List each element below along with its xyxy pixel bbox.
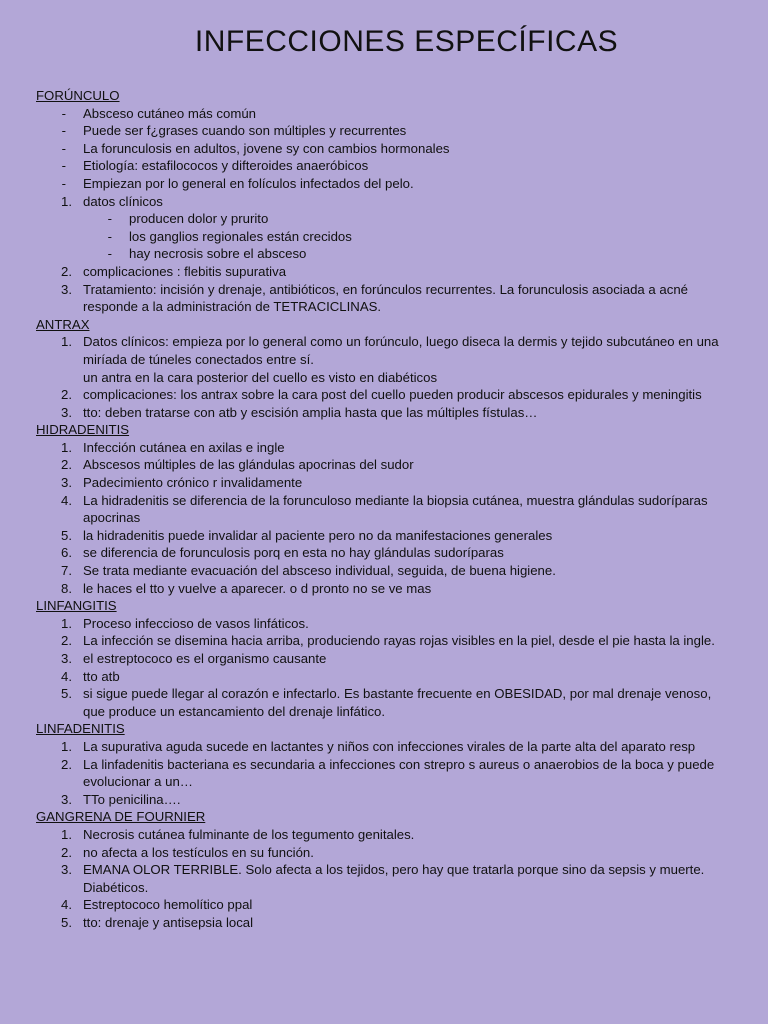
list-item: [36, 896, 736, 914]
list-item: [36, 861, 736, 896]
list-marker: 1.: [61, 193, 72, 209]
list-item-text: Empiezan por lo general en folículos infectados del pelo.: [83, 175, 414, 191]
list-item: [36, 615, 736, 633]
list-marker: 3.: [61, 791, 72, 807]
list-marker: 3.: [61, 475, 72, 491]
list-item: [36, 245, 736, 263]
list-item: [36, 439, 736, 457]
list-item: [36, 281, 736, 316]
list-marker: 3.: [61, 862, 72, 878]
list-marker: 2.: [61, 387, 72, 403]
list-item-text: un antra en la cara posterior del cuello es visto en diabéticos: [83, 369, 438, 385]
list-item: [36, 738, 736, 756]
list-marker: 8.: [61, 580, 72, 596]
list-item: [36, 668, 736, 686]
list-marker: 3.: [61, 651, 72, 666]
list-marker: 5.: [61, 527, 72, 543]
section-heading: ANTRAX: [36, 316, 90, 332]
list-item-text: La supurativa aguda sucede en lactantes y niños con infecciones virales de la parte alta del aparato resp: [83, 738, 696, 754]
list-item: [36, 193, 736, 211]
list-item: [36, 650, 736, 668]
list-item-text: si sigue puede llegar al corazón e infectarlo. Es bastante frecuente en OBESIDAD, por mal drenaje venoso, que produce un estancamiento del drenaje linfático.: [83, 686, 712, 719]
list-item-text: complicaciones : flebitis supurativa: [83, 263, 287, 279]
document-body: [36, 87, 736, 932]
list-marker: 2.: [61, 263, 72, 279]
list-item: [36, 562, 736, 580]
list-marker: 4.: [61, 668, 72, 684]
list-item-text: tto: deben tratarse con atb y escisión amplia hasta que las múltiples fístulas…: [83, 404, 538, 420]
list-item-text: complicaciones: los antrax sobre la cara post del cuello pueden producir abscesos epidurales y meningitis: [83, 387, 702, 403]
section-heading: HIDRADENITIS: [36, 422, 130, 438]
list-item-text: no afecta a los testículos en su función.: [83, 844, 314, 860]
list-item-text: el estreptococo es el organismo causante: [83, 651, 327, 666]
list-marker: 1.: [61, 615, 72, 631]
list-item-text: Padecimiento crónico r invalidamente: [83, 475, 303, 491]
list-item: [36, 685, 736, 720]
list-marker: 1.: [61, 826, 72, 842]
list-marker: 2.: [61, 844, 72, 860]
list-item-text: EMANA OLOR TERRIBLE. Solo afecta a los tejidos, pero hay que tratarla porque sino da sepsis y muerte. Diabéticos.: [83, 862, 705, 895]
list-item-text: Tratamiento: incisión y drenaje, antibióticos, en forúnculos recurrentes. La forunculosis asociada a acné responde a la administración de TETRACICLINAS.: [83, 281, 689, 315]
list-item: [36, 369, 736, 387]
list-item-text: los ganglios regionales están crecidos: [129, 228, 352, 244]
list-item-text: Se trata mediante evacuación del absceso individual, seguida, de buena higiene.: [83, 563, 556, 579]
list-item: [36, 914, 736, 932]
list-item: [36, 756, 736, 791]
list-item-text: la hidradenitis puede invalidar al paciente pero no da manifestaciones generales: [83, 527, 553, 543]
list-item-text: La hidradenitis se diferencia de la forunculoso mediante la biopsia cutánea, muestra glándulas sudoríparas apocrinas: [83, 492, 708, 526]
list-item: [36, 632, 736, 650]
list-marker: -: [107, 246, 112, 262]
list-item-text: Etiología: estafilococos y difteroides anaeróbicos: [83, 158, 369, 174]
list-marker: -: [61, 105, 66, 121]
list-marker: -: [61, 140, 66, 156]
list-item-text: Datos clínicos: empieza por lo general como un forúnculo, luego diseca la dermis y tejido subcutáneo en una miríada de túneles conectados entre sí.: [83, 334, 719, 367]
section-heading: LINFANGITIS: [36, 598, 117, 614]
list-marker: -: [61, 175, 66, 191]
list-marker: 1.: [61, 738, 72, 754]
list-item: [36, 492, 736, 527]
list-marker: -: [107, 211, 112, 227]
list-marker: 1.: [61, 439, 72, 455]
list-marker: 2.: [61, 756, 72, 772]
list-item-text: Infección cutánea en axilas e ingle: [83, 439, 285, 455]
list-item-text: datos clínicos: [83, 193, 163, 209]
list-item: [36, 333, 736, 368]
list-item: [36, 580, 736, 598]
list-item: [36, 175, 736, 193]
list-marker: 6.: [61, 545, 72, 561]
list-item-text: Absceso cutáneo más común: [83, 105, 256, 121]
list-item: [36, 404, 736, 422]
list-item: [36, 386, 736, 404]
list-marker: -: [61, 158, 66, 174]
list-marker: 5.: [61, 686, 72, 702]
list-item-text: Abscesos múltiples de las glándulas apocrinas del sudor: [83, 457, 414, 473]
list-item: [36, 826, 736, 844]
list-item-text: TTo penicilina….: [83, 791, 181, 807]
list-item: [36, 228, 736, 246]
list-marker: 5.: [61, 914, 72, 930]
list-item: [36, 791, 736, 809]
list-item-text: La forunculosis en adultos, jovene sy con cambios hormonales: [83, 140, 450, 156]
list-item-text: tto: drenaje y antisepsia local: [83, 914, 254, 930]
list-item-text: Puede ser f¿grases cuando son múltiples y recurrentes: [83, 123, 407, 139]
list-item: [36, 474, 736, 492]
section-heading: LINFADENITIS: [36, 721, 125, 737]
list-item: [36, 263, 736, 281]
list-item: [36, 122, 736, 140]
list-marker: 3.: [61, 281, 72, 297]
list-marker: 2.: [61, 633, 72, 649]
page-title: INFECCIONES ESPECÍFICAS: [194, 25, 619, 58]
list-item-text: le haces el tto y vuelve a aparecer. o d pronto no se ve mas: [83, 580, 432, 596]
list-item: [36, 844, 736, 862]
list-marker: 2.: [61, 457, 72, 473]
list-item: [36, 210, 736, 228]
list-marker: -: [107, 228, 112, 244]
list-item-text: Estreptococo hemolítico ppal: [83, 897, 253, 913]
list-item-text: Proceso infeccioso de vasos linfáticos.: [83, 615, 309, 631]
list-item: [36, 140, 736, 158]
list-marker: 4.: [61, 897, 72, 913]
list-item: [36, 157, 736, 175]
list-item-text: tto atb: [83, 668, 120, 684]
list-marker: 7.: [61, 563, 72, 579]
list-item-text: Necrosis cutánea fulminante de los tegumento genitales.: [83, 826, 415, 842]
list-marker: 3.: [61, 404, 72, 420]
list-item-text: La infección se disemina hacia arriba, produciendo rayas rojas visibles en la piel, desde el pie hasta la ingle.: [83, 633, 715, 649]
list-marker: 1.: [61, 334, 72, 350]
list-item: [36, 105, 736, 123]
list-item-text: se diferencia de forunculosis porq en esta no hay glándulas sudoríparas: [83, 545, 504, 561]
list-marker: -: [61, 123, 66, 139]
list-item-text: La linfadenitis bacteriana es secundaria a infecciones con strepro s aureus o anaerobios de la boca y puede evolucionar a un…: [83, 756, 715, 790]
list-item: [36, 544, 736, 562]
list-item: [36, 456, 736, 474]
list-item-text: hay necrosis sobre el absceso: [129, 246, 307, 262]
section-heading: FORÚNCULO: [36, 88, 120, 103]
section-heading: GANGRENA DE FOURNIER: [36, 809, 206, 825]
list-item-text: producen dolor y prurito: [129, 211, 269, 227]
list-marker: 4.: [61, 492, 72, 508]
list-item: [36, 527, 736, 545]
